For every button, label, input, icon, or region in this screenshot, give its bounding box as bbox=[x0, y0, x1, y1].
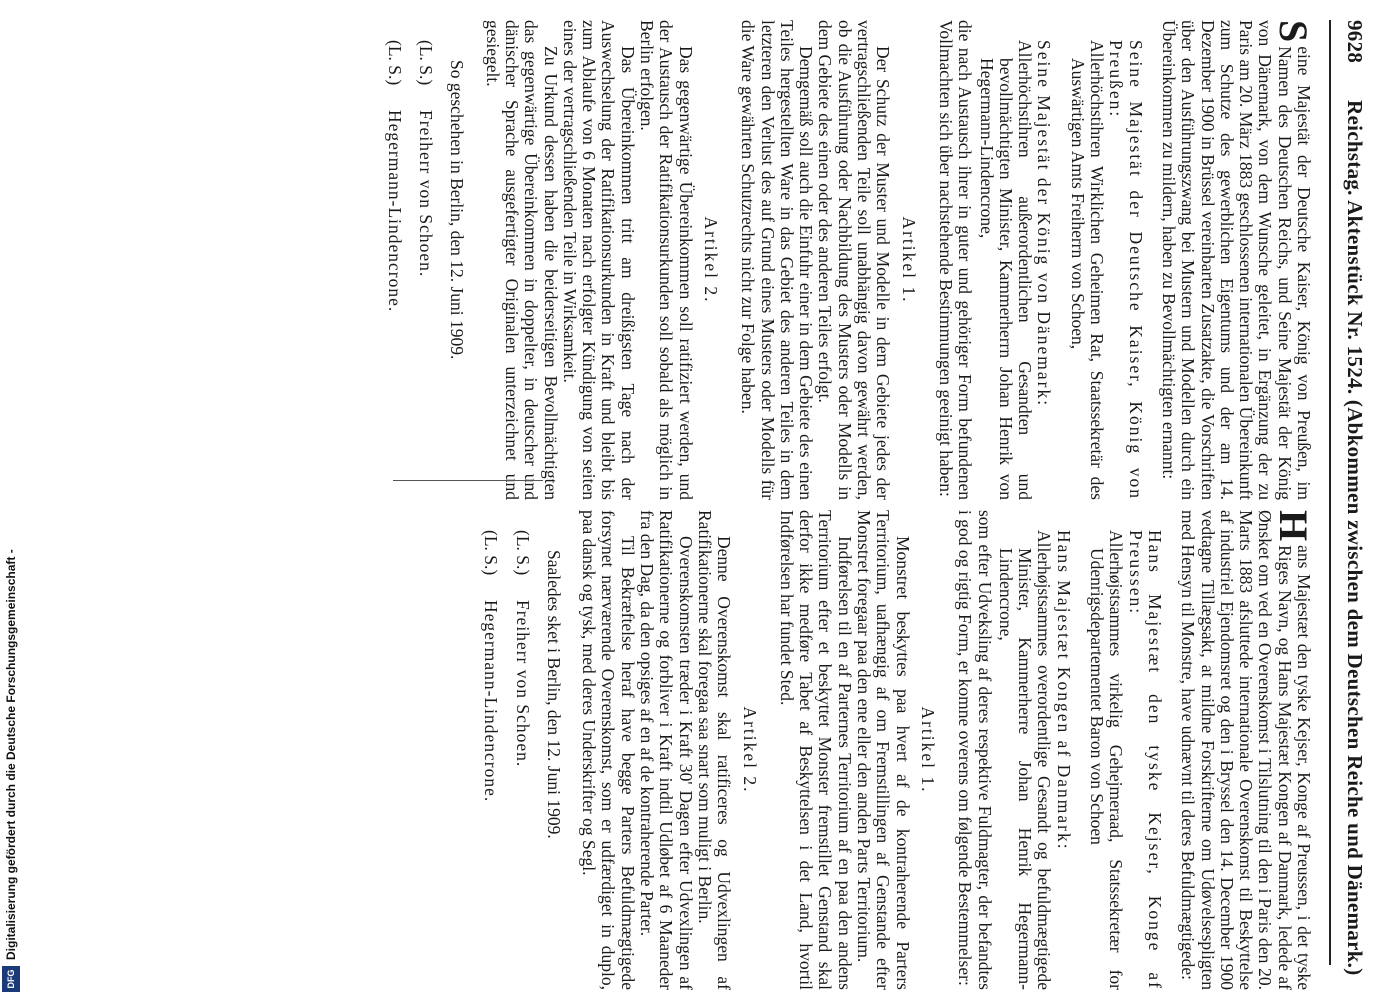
german-article-1-heading: Artikel 1. bbox=[898, 216, 919, 304]
seal-mark: (L. S.) bbox=[384, 40, 405, 86]
german-agreement-clause: die nach Austausch ihrer in guter und gehöriger Form befundenen Vollmachten sich über nachstehende Bestimmungen geeinigt haben: bbox=[935, 20, 976, 500]
danish-intro bbox=[1178, 510, 1316, 990]
danish-place-date: Saaledes sket i Berlin, den 12. Juni 1909. bbox=[543, 550, 564, 839]
danish-witness-clause: Til Bekræftelse heraf have begge Parters Befuldmægtigede forsynet nærværende Overenskomst, som er udfærdiget in duplo, paa dansk og tysk, med deres Underskrifter og Segl. bbox=[579, 510, 638, 990]
german-signature-1 bbox=[416, 20, 435, 500]
page-header bbox=[1333, 20, 1373, 976]
danish-representative-1: Allerhøjstsammes virkelig Gehejmeraad, Statssekretær for Udenrigsdepartementet Baron von Schoen bbox=[1087, 530, 1127, 990]
german-intro-text: eine Majestät der Deutsche Kaiser, König von Preußen, im Namen des Deutschen Reichs, und Seine Majestät der König von Dänemark, von dem Wunsche geleitet, in Ergänzung der zu Paris am 20. März 1883 geschlossenen internationalen Übereinkunft zum Schutze des gewerblichen Eigentums und der am 14. Dezember 1900 in Brüssel vereinbarten Zusatzakte, die Vorschriften über den Ausführungszwang bei Mustern und Modellen durch ein Übereinkommen zu mildern, haben zu Bevollmächtigten ernannt: bbox=[1158, 20, 1314, 500]
signatory-name: Hegermann-Lindencrone. bbox=[481, 600, 502, 803]
seal-mark: (L. S.) bbox=[512, 530, 533, 576]
column-divider bbox=[393, 480, 543, 481]
digitization-note bbox=[0, 0, 26, 1000]
german-article-1-paragraph-1: Der Schutz der Muster und Modelle in dem Gebiete jedes der vertragschließenden Teile soll unabhängig davon gewährt werden, ob die Ausführung oder Nachbildung des Musters oder Modells in dem Gebiete des einen oder des anderen Teiles erfolgt. bbox=[815, 20, 894, 500]
german-column bbox=[384, 20, 1316, 500]
german-representative-1: Allerhöchstihren Wirklichen Geheimen Rat, Staatssekretär des Auswärtigen Amts Freiherrn von Schoen, bbox=[1067, 40, 1108, 500]
german-signature-2 bbox=[385, 20, 404, 500]
signatory-name: Freiherr von Schoen. bbox=[416, 110, 437, 278]
danish-article-2-paragraph-1: Denne Overenskomst skal ratificeres og Udvexlingen af Ratifikationerne skal foregaa saa snart som muligt i Berlin. bbox=[694, 510, 735, 990]
seal-mark: (L. S.) bbox=[481, 530, 502, 576]
danish-article-1-paragraph-2: Indførelsen til en af Parternes Territorium af en paa den andens Territorium efter et beskyttet Monster fremstillet Genstand skal derfor ikke medføre Tabet af Beskyttelsen i det Land, hvortil Indførelsen har fundet Sted. bbox=[776, 510, 855, 990]
danish-signature-1 bbox=[512, 510, 531, 990]
german-article-2-paragraph-1: Das gegenwärtige Übereinkommen soll ratifiziert werden, und der Austausch der Ratifikationsurkunden soll sobald als möglich in Berlin erfolgen. bbox=[637, 20, 696, 500]
danish-party-1: Hans Majestæt den tyske Kejser, Konge af Preussen: bbox=[1125, 530, 1165, 990]
german-party-2: Seine Majestät der König von Dänemark: bbox=[1034, 40, 1055, 408]
german-article-2-paragraph-2: Das Übereinkommen tritt am dreißigsten Tage nach der Auswechselung der Ratifikationsurkunden in Kraft und bleibt bis zum Ablaufe von 6 Monaten nach erfolgter Kündigung von seiten eines der vertragschließenden Teile in Wirksamkeit. bbox=[559, 20, 638, 500]
german-article-1-paragraph-2: Demgemäß soll auch die Einfuhr einer in dem Gebiete des einen Teiles hergestellten Ware in das Gebiet des anderen Teiles in dem letzteren den Verlust des auf Grund eines Musters oder Modells für die Ware gewährten Schutzrechts nicht zur Folge haben. bbox=[738, 20, 817, 500]
seal-mark: (L. S.) bbox=[416, 40, 437, 86]
german-dropcap: S bbox=[1271, 20, 1316, 43]
german-party-1: Seine Majestät der Deutsche Kaiser, König von Preußen: bbox=[1106, 40, 1146, 500]
danish-article-2-paragraph-2: Overenskomsten træder i Kraft 30' Dagen efter Udvexlingen af Ratifikationerne og forbliver i Kraft indtil Udløbet af 6 Maaneder fra den Dag, da den opsiges af en af de kontraherende Parter. bbox=[637, 510, 696, 990]
page-title: Reichstag. Aktenstück Nr. 1524. (Abkommen zwischen dem Deutschen Reiche und Dänemark.) bbox=[1343, 100, 1367, 976]
dfg-logo-icon: DFG bbox=[2, 966, 20, 992]
danish-signature-2 bbox=[481, 510, 500, 990]
german-representative-2: Allerhöchstihren außerordentlichen Gesandten und bevollmächtigten Minister, Kammerherrn Johan Henrik von Hegermann-Lindencrone, bbox=[976, 40, 1036, 500]
danish-article-1-heading: Artikel 1. bbox=[917, 706, 938, 794]
danish-article-2-heading: Artikel 2. bbox=[739, 706, 760, 794]
danish-intro-text: ans Majestæt den tyske Kejser, Konge af Preussen, i det tyske Riges Navn, og Hans Majestæt Kongen af Danmark, ledede af Ønsket om ved en Overenskomst i Tilslutning til den i Paris den 20. Marts 1883 afsluttede internationale Overenskomst til Beskyttelse af industriel Ejendomsret og den i Bryssel den 14. December 1900 vedtagne Tillægsakt, at mildne Forskrifterne om Udøvelsespligten med Hensyn til Monstre, have udnævnt til deres Befuldmægtigede: bbox=[1178, 510, 1314, 990]
danish-column bbox=[481, 510, 1316, 990]
german-witness-clause: Zu Urkund dessen haben die beiderseitigen Bevollmächtigten das gegenwärtige Übereinkommen in doppelter, in deutscher und dänischer Sprache ausgefertigter Originalen unterzeichnet und gesiegelt. bbox=[482, 20, 561, 500]
german-place-date: So geschehen in Berlin, den 12. Juni 1909. bbox=[447, 60, 468, 360]
danish-article-1-paragraph-1: Monstret beskyttes paa hvert af de kontraherende Parters Territorium, uafhængig af om Fremstillingen af Genstande efter Monstret foregaar paa den ene eller den anden Parts Territorium. bbox=[854, 510, 913, 990]
german-intro bbox=[1158, 20, 1316, 500]
danish-dropcap: H bbox=[1271, 510, 1316, 542]
danish-representative-2: Allerhøjstsammes overordentlige Gesandt og befuldmægtigede Minister, Kammerherre Johan Henrik Hegermann-Lindencrone, bbox=[995, 530, 1055, 990]
signatory-name: Hegermann-Lindencrone. bbox=[384, 110, 405, 313]
funding-note: Digitalisierung gefördert durch die Deutsche Forschungsgemeinschaft - bbox=[4, 549, 18, 960]
header-rule bbox=[1329, 20, 1331, 965]
danish-agreement-clause: som efter Udveksling af deres respektive Fuldmagter, der befandtes i god og rigtig Form, er komne overens om følgende Bestemmelser: bbox=[955, 510, 995, 990]
danish-party-2: Hans Majestæt Kongen af Danmark: bbox=[1053, 530, 1074, 851]
german-article-2-heading: Artikel 2. bbox=[700, 216, 721, 304]
signatory-name: Freiherr von Schoen. bbox=[512, 600, 533, 768]
page-number: 9628 bbox=[1343, 20, 1367, 64]
